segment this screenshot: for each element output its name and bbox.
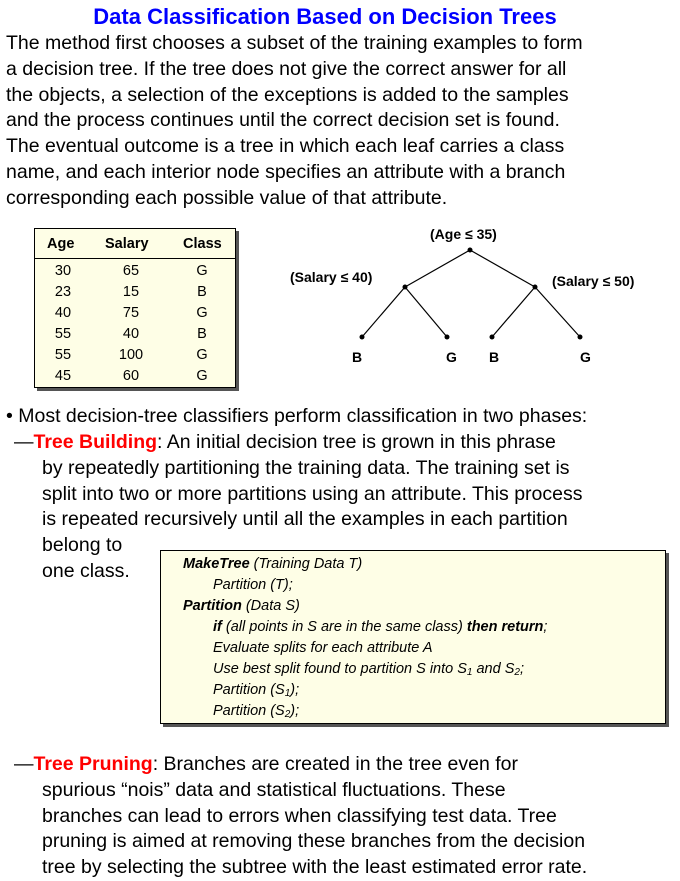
tree-edge [492,287,535,337]
code-subscript: 1 [284,688,291,699]
tree-edge [405,287,447,337]
code-keyword: Partition [183,598,242,614]
intro-line: a decision tree. If the tree does not give the correct answer for all [6,57,567,80]
code-line [213,701,299,723]
cell-class: G [196,305,208,321]
tree-pruning-line: spurious “nois” data and statistical fluctuations. These [42,778,506,801]
cell-age: 23 [54,284,72,300]
tree-pruning-first-line [14,752,587,778]
code-line: Evaluate splits for each attribute A [213,640,433,656]
tree-node-left [403,285,408,290]
code-text: ); [290,682,300,698]
dash: — [14,431,34,453]
code-keyword: if [213,619,222,635]
tree-leaf [490,335,495,340]
table-row [35,347,235,368]
intro-line: name, and each interior node specifies an attribute with a branch [6,160,566,183]
cell-age: 55 [54,326,72,342]
cell-class: B [197,284,207,300]
tree-edge [362,287,405,337]
tree-node-right [533,285,538,290]
code-text: ; [543,619,548,635]
cell-salary: 60 [122,368,140,384]
code-text: Use best split found to partition S into S [213,661,467,677]
cell-salary: 15 [122,284,140,300]
tree-pruning-line: branches can lead to errors when classifying test data. Tree [42,804,557,827]
tree-pruning-text: : Branches are created in the tree even for [152,753,518,775]
code-text: (Data S) [241,598,300,614]
intro-line: and the process continues until the correct decision set is found. [6,109,560,132]
tree-building-line: is repeated recursively until all the examples in each partition [42,508,568,531]
tree-building-term: Tree Building [33,431,158,453]
tree-leaf-label: G [446,349,457,365]
tree-building-text: : An initial decision tree is grown in this phrase [157,431,556,453]
training-data-table [34,228,236,388]
table-row [35,284,235,305]
code-subscript: 2 [284,709,291,720]
code-text: (all points in S are in the same class) [221,619,467,635]
code-line [213,617,547,637]
intro-paragraph [6,31,674,212]
maketree-pseudocode [160,550,666,724]
phases-bullet: • Most decision-tree classifiers perform classification in two phases: [6,405,588,427]
code-line [213,659,524,681]
cell-salary: 65 [122,263,140,279]
tree-pruning-term: Tree Pruning [33,753,153,775]
code-text: ; [519,661,524,677]
cell-salary: 40 [122,326,140,342]
tree-edge [535,287,580,337]
tree-building-first-line [14,430,582,456]
tree-leaf-label: G [580,349,591,365]
table-row [35,305,235,326]
tree-edge [405,250,470,287]
decision-tree-diagram [280,220,670,380]
cell-class: G [196,368,208,384]
intro-line: The eventual outcome is a tree in which each leaf carries a class [6,135,565,158]
code-subscript: 1 [466,667,473,678]
cell-salary: 75 [122,305,140,321]
code-text: and S [472,661,515,677]
tree-building-line: split into two or more partitions using an attribute. This process [42,482,583,505]
cell-age: 55 [54,347,72,363]
table-row [35,263,235,284]
code-text: (Training Data T) [249,556,363,572]
tree-leaf [578,335,583,340]
code-keyword: MakeTree [183,556,250,572]
page-title: Data Classification Based on Decision Trees [93,4,557,29]
cell-age: 30 [54,263,72,279]
cell-salary: 100 [118,347,144,363]
tree-pruning-section [14,752,587,881]
code-line [183,554,362,574]
code-line [213,680,299,702]
tree-pruning-line: tree by selecting the subtree with the least estimated error rate. [42,856,588,879]
code-line [183,596,300,616]
tree-leaf [445,335,450,340]
intro-line: corresponding each possible value of that attribute. [6,186,448,209]
code-line: Partition (T); [213,577,293,593]
code-subscript: 2 [514,667,520,678]
table-header-age: Age [47,236,75,252]
table-row [35,326,235,347]
intro-line: The method first chooses a subset of the training examples to form [6,32,583,54]
code-text: Partition (S [213,682,285,698]
tree-building-line: belong to [42,534,123,557]
tree-node-root [468,248,473,253]
table-header-divider [35,258,235,259]
table-header-salary: Salary [105,236,149,252]
table-row [35,368,235,389]
cell-class: G [196,347,208,363]
tree-leaf [360,335,365,340]
cell-age: 45 [54,368,72,384]
cell-class: G [196,263,208,279]
tree-root-label: (Age ≤ 35) [430,226,497,242]
code-keyword: then return [466,619,544,635]
tree-building-line: one class. [42,559,130,582]
tree-right-label: (Salary ≤ 50) [552,273,635,289]
tree-pruning-line: pruning is aimed at removing these branches from the decision [42,830,586,853]
table-header-class: Class [183,236,222,252]
tree-building-line: by repeatedly partitioning the training data. The training set is [42,456,570,479]
intro-line: the objects, a selection of the exceptions is added to the samples [6,83,569,106]
code-text: Partition (S [213,703,285,719]
cell-class: B [197,326,207,342]
cell-age: 40 [54,305,72,321]
tree-left-label: (Salary ≤ 40) [290,269,373,285]
tree-edge [470,250,535,287]
tree-leaf-label: B [352,349,363,365]
code-text: ); [290,703,300,719]
dash: — [14,753,34,775]
tree-leaf-label: B [489,349,500,365]
